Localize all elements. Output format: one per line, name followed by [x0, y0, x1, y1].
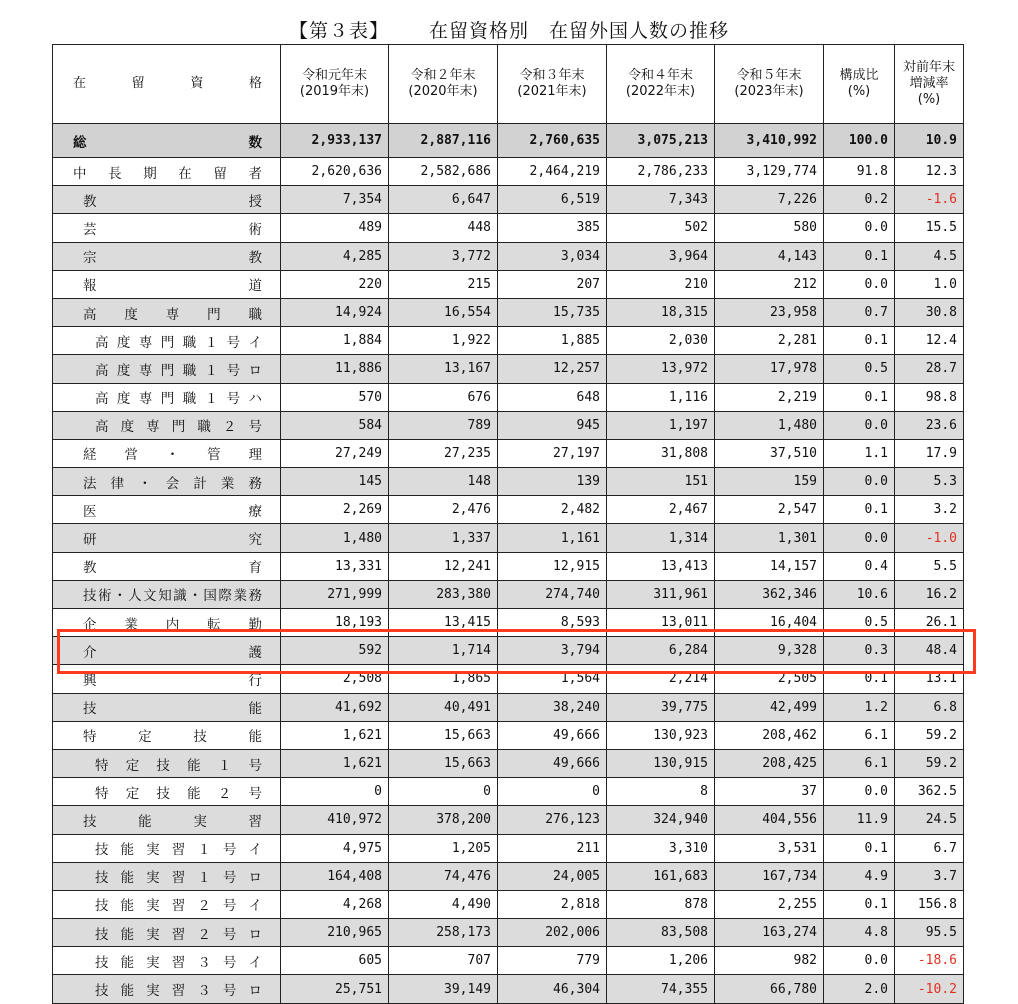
table-row [53, 580, 964, 608]
ratio-cell: 0.0 [824, 468, 895, 496]
row-label: 報道 [53, 270, 281, 298]
value-cell: 215 [389, 270, 498, 298]
ratio-cell: 0.0 [824, 947, 895, 975]
row-label: 高度専門職１号イ [53, 327, 281, 355]
value-cell: 37,510 [715, 439, 824, 467]
value-cell: 220 [281, 270, 389, 298]
value-cell: 2,030 [607, 327, 715, 355]
change-cell: 6.7 [895, 834, 964, 862]
ratio-cell: 0.1 [824, 834, 895, 862]
value-cell: 2,464,219 [498, 158, 607, 186]
value-cell: 14,924 [281, 298, 389, 326]
value-cell: 15,663 [389, 749, 498, 777]
row-label: 技能実習２号イ [53, 890, 281, 918]
value-cell: 648 [498, 383, 607, 411]
value-cell: 16,404 [715, 609, 824, 637]
row-label: 技能実習２号ロ [53, 919, 281, 947]
value-cell: 3,794 [498, 637, 607, 665]
value-cell: 210 [607, 270, 715, 298]
ratio-cell: 4.9 [824, 862, 895, 890]
value-cell: 12,257 [498, 355, 607, 383]
value-cell: 42,499 [715, 693, 824, 721]
value-cell: 945 [498, 411, 607, 439]
value-cell: 4,975 [281, 834, 389, 862]
value-cell: 283,380 [389, 580, 498, 608]
value-cell: 74,476 [389, 862, 498, 890]
value-cell: 9,328 [715, 637, 824, 665]
value-cell: 27,235 [389, 439, 498, 467]
value-cell: 41,692 [281, 693, 389, 721]
ratio-cell: 0.0 [824, 270, 895, 298]
value-cell: 1,206 [607, 947, 715, 975]
row-label: 芸術 [53, 214, 281, 242]
change-cell: 98.8 [895, 383, 964, 411]
value-cell: 789 [389, 411, 498, 439]
change-cell: 26.1 [895, 609, 964, 637]
change-cell: -1.6 [895, 186, 964, 214]
row-label: 高度専門職１号ハ [53, 383, 281, 411]
value-cell: 211 [498, 834, 607, 862]
row-label: 総数 [53, 124, 281, 158]
value-cell: 1,314 [607, 524, 715, 552]
header-year-2021: 令和３年末 (2021年末) [498, 45, 607, 124]
ratio-cell: 100.0 [824, 124, 895, 158]
change-cell: 13.1 [895, 665, 964, 693]
table-row [53, 327, 964, 355]
value-cell: 1,205 [389, 834, 498, 862]
value-cell: 15,663 [389, 721, 498, 749]
value-cell: 2,582,686 [389, 158, 498, 186]
row-label: 特定技能２号 [53, 778, 281, 806]
value-cell: 208,425 [715, 749, 824, 777]
residence-status-table [52, 44, 964, 1004]
value-cell: 1,564 [498, 665, 607, 693]
value-cell: 584 [281, 411, 389, 439]
table-row [53, 524, 964, 552]
value-cell: 0 [389, 778, 498, 806]
value-cell: 13,167 [389, 355, 498, 383]
value-cell: 2,547 [715, 496, 824, 524]
table-number: 【第３表】 [288, 20, 389, 42]
value-cell: 46,304 [498, 975, 607, 1003]
value-cell: 31,808 [607, 439, 715, 467]
value-cell: 1,337 [389, 524, 498, 552]
value-cell: 6,647 [389, 186, 498, 214]
value-cell: 1,480 [715, 411, 824, 439]
ratio-cell: 6.1 [824, 749, 895, 777]
value-cell: 274,740 [498, 580, 607, 608]
value-cell: 2,786,233 [607, 158, 715, 186]
ratio-cell: 2.0 [824, 975, 895, 1003]
row-label: 経営・管理 [53, 439, 281, 467]
change-cell: 362.5 [895, 778, 964, 806]
table-row [53, 637, 964, 665]
value-cell: 148 [389, 468, 498, 496]
change-cell: 12.4 [895, 327, 964, 355]
value-cell: 2,887,116 [389, 124, 498, 158]
value-cell: 2,933,137 [281, 124, 389, 158]
value-cell: 1,116 [607, 383, 715, 411]
value-cell: 1,865 [389, 665, 498, 693]
table-row [53, 124, 964, 158]
change-cell: 15.5 [895, 214, 964, 242]
table-row [53, 721, 964, 749]
value-cell: 4,143 [715, 242, 824, 270]
table-row [53, 355, 964, 383]
value-cell: 1,885 [498, 327, 607, 355]
value-cell: 7,354 [281, 186, 389, 214]
row-label: 技能実習３号ロ [53, 975, 281, 1003]
change-cell: 30.8 [895, 298, 964, 326]
table-row [53, 439, 964, 467]
value-cell: 3,531 [715, 834, 824, 862]
value-cell: 2,505 [715, 665, 824, 693]
value-cell: 2,476 [389, 496, 498, 524]
ratio-cell: 0.1 [824, 496, 895, 524]
value-cell: 2,269 [281, 496, 389, 524]
value-cell: 130,923 [607, 721, 715, 749]
change-cell: 12.3 [895, 158, 964, 186]
value-cell: 3,772 [389, 242, 498, 270]
table-row [53, 862, 964, 890]
change-cell: 48.4 [895, 637, 964, 665]
value-cell: 502 [607, 214, 715, 242]
value-cell: 4,285 [281, 242, 389, 270]
change-cell: 59.2 [895, 749, 964, 777]
ratio-cell: 0.3 [824, 637, 895, 665]
value-cell: 2,620,636 [281, 158, 389, 186]
row-label: 企業内転勤 [53, 609, 281, 637]
value-cell: 0 [498, 778, 607, 806]
value-cell: 2,281 [715, 327, 824, 355]
change-cell: -18.6 [895, 947, 964, 975]
value-cell: 605 [281, 947, 389, 975]
value-cell: 2,818 [498, 890, 607, 918]
value-cell: 66,780 [715, 975, 824, 1003]
value-cell: 404,556 [715, 806, 824, 834]
ratio-cell: 10.6 [824, 580, 895, 608]
value-cell: 2,508 [281, 665, 389, 693]
value-cell: 3,129,774 [715, 158, 824, 186]
ratio-cell: 0.0 [824, 778, 895, 806]
table-row [53, 693, 964, 721]
value-cell: 27,249 [281, 439, 389, 467]
value-cell: 362,346 [715, 580, 824, 608]
table-row [53, 778, 964, 806]
change-cell: 3.2 [895, 496, 964, 524]
value-cell: 15,735 [498, 298, 607, 326]
row-label: 宗教 [53, 242, 281, 270]
row-label: 研究 [53, 524, 281, 552]
value-cell: 258,173 [389, 919, 498, 947]
value-cell: 167,734 [715, 862, 824, 890]
row-label: 高度専門職１号ロ [53, 355, 281, 383]
change-cell: 5.3 [895, 468, 964, 496]
change-cell: 156.8 [895, 890, 964, 918]
value-cell: 1,714 [389, 637, 498, 665]
value-cell: 271,999 [281, 580, 389, 608]
header-ratio: 構成比 (%) [824, 45, 895, 124]
value-cell: 17,978 [715, 355, 824, 383]
value-cell: 489 [281, 214, 389, 242]
value-cell: 210,965 [281, 919, 389, 947]
value-cell: 2,760,635 [498, 124, 607, 158]
change-cell: 16.2 [895, 580, 964, 608]
row-label: 高度専門職 [53, 298, 281, 326]
value-cell: 18,193 [281, 609, 389, 637]
row-label: 中長期在留者 [53, 158, 281, 186]
table-row [53, 158, 964, 186]
change-cell: 10.9 [895, 124, 964, 158]
ratio-cell: 0.5 [824, 355, 895, 383]
table-row [53, 298, 964, 326]
value-cell: 1,884 [281, 327, 389, 355]
header-year-2019: 令和元年末 (2019年末) [281, 45, 389, 124]
table-row [53, 749, 964, 777]
value-cell: 8 [607, 778, 715, 806]
row-label: 興行 [53, 665, 281, 693]
table-subtitle: 在留資格別 在留外国人数の推移 [429, 20, 730, 42]
table-row [53, 468, 964, 496]
value-cell: 130,915 [607, 749, 715, 777]
table-row [53, 270, 964, 298]
ratio-cell: 0.1 [824, 327, 895, 355]
value-cell: 212 [715, 270, 824, 298]
value-cell: 83,508 [607, 919, 715, 947]
change-cell: -1.0 [895, 524, 964, 552]
value-cell: 592 [281, 637, 389, 665]
value-cell: 448 [389, 214, 498, 242]
change-cell: 23.6 [895, 411, 964, 439]
ratio-cell: 6.1 [824, 721, 895, 749]
value-cell: 145 [281, 468, 389, 496]
change-cell: 3.7 [895, 862, 964, 890]
value-cell: 38,240 [498, 693, 607, 721]
row-label: 教授 [53, 186, 281, 214]
row-label: 技能 [53, 693, 281, 721]
change-cell: 6.8 [895, 693, 964, 721]
ratio-cell: 0.7 [824, 298, 895, 326]
value-cell: 39,775 [607, 693, 715, 721]
table-row [53, 919, 964, 947]
value-cell: 8,593 [498, 609, 607, 637]
value-cell: 163,274 [715, 919, 824, 947]
value-cell: 3,410,992 [715, 124, 824, 158]
table-row [53, 834, 964, 862]
value-cell: 39,149 [389, 975, 498, 1003]
value-cell: 13,415 [389, 609, 498, 637]
row-label: 技能実習 [53, 806, 281, 834]
value-cell: 580 [715, 214, 824, 242]
table-row [53, 806, 964, 834]
value-cell: 7,343 [607, 186, 715, 214]
value-cell: 1,621 [281, 721, 389, 749]
value-cell: 3,075,213 [607, 124, 715, 158]
value-cell: 3,310 [607, 834, 715, 862]
value-cell: 159 [715, 468, 824, 496]
ratio-cell: 91.8 [824, 158, 895, 186]
table-row [53, 411, 964, 439]
ratio-cell: 0.0 [824, 524, 895, 552]
header-year-2020: 令和２年末 (2020年末) [389, 45, 498, 124]
ratio-cell: 0.0 [824, 214, 895, 242]
value-cell: 385 [498, 214, 607, 242]
value-cell: 1,161 [498, 524, 607, 552]
value-cell: 6,284 [607, 637, 715, 665]
value-cell: 208,462 [715, 721, 824, 749]
table-row [53, 890, 964, 918]
row-label: 特定技能 [53, 721, 281, 749]
table-row [53, 947, 964, 975]
value-cell: 2,219 [715, 383, 824, 411]
change-cell: 5.5 [895, 552, 964, 580]
ratio-cell: 0.1 [824, 383, 895, 411]
value-cell: 1,621 [281, 749, 389, 777]
value-cell: 707 [389, 947, 498, 975]
value-cell: 164,408 [281, 862, 389, 890]
change-cell: 1.0 [895, 270, 964, 298]
value-cell: 12,915 [498, 552, 607, 580]
value-cell: 74,355 [607, 975, 715, 1003]
table-row [53, 383, 964, 411]
value-cell: 11,886 [281, 355, 389, 383]
value-cell: 2,482 [498, 496, 607, 524]
value-cell: 37 [715, 778, 824, 806]
value-cell: 7,226 [715, 186, 824, 214]
value-cell: 40,491 [389, 693, 498, 721]
ratio-cell: 0.4 [824, 552, 895, 580]
header-change: 対前年末 増減率 (%) [895, 45, 964, 124]
value-cell: 570 [281, 383, 389, 411]
value-cell: 12,241 [389, 552, 498, 580]
value-cell: 13,972 [607, 355, 715, 383]
change-cell: 24.5 [895, 806, 964, 834]
change-cell: -10.2 [895, 975, 964, 1003]
value-cell: 139 [498, 468, 607, 496]
value-cell: 1,480 [281, 524, 389, 552]
ratio-cell: 0.5 [824, 609, 895, 637]
value-cell: 49,666 [498, 721, 607, 749]
row-label: 介護 [53, 637, 281, 665]
ratio-cell: 0.1 [824, 890, 895, 918]
value-cell: 4,490 [389, 890, 498, 918]
row-label: 技能実習１号ロ [53, 862, 281, 890]
header-year-2022: 令和４年末 (2022年末) [607, 45, 715, 124]
table-row [53, 186, 964, 214]
header-row [53, 45, 964, 124]
table-row [53, 242, 964, 270]
change-cell: 28.7 [895, 355, 964, 383]
change-cell: 17.9 [895, 439, 964, 467]
value-cell: 1,301 [715, 524, 824, 552]
value-cell: 2,214 [607, 665, 715, 693]
value-cell: 13,413 [607, 552, 715, 580]
table-row [53, 975, 964, 1003]
table-row [53, 665, 964, 693]
row-label: 法律・会計業務 [53, 468, 281, 496]
value-cell: 25,751 [281, 975, 389, 1003]
ratio-cell: 1.1 [824, 439, 895, 467]
value-cell: 779 [498, 947, 607, 975]
value-cell: 3,964 [607, 242, 715, 270]
value-cell: 676 [389, 383, 498, 411]
table-row [53, 609, 964, 637]
value-cell: 16,554 [389, 298, 498, 326]
row-label: 高度専門職２号 [53, 411, 281, 439]
value-cell: 18,315 [607, 298, 715, 326]
value-cell: 49,666 [498, 749, 607, 777]
table-title [0, 18, 1018, 44]
row-label: 技能実習３号イ [53, 947, 281, 975]
ratio-cell: 0.1 [824, 242, 895, 270]
value-cell: 202,006 [498, 919, 607, 947]
value-cell: 0 [281, 778, 389, 806]
table-row [53, 552, 964, 580]
value-cell: 1,197 [607, 411, 715, 439]
value-cell: 6,519 [498, 186, 607, 214]
change-cell: 95.5 [895, 919, 964, 947]
ratio-cell: 11.9 [824, 806, 895, 834]
value-cell: 23,958 [715, 298, 824, 326]
row-label: 医療 [53, 496, 281, 524]
value-cell: 4,268 [281, 890, 389, 918]
ratio-cell: 4.8 [824, 919, 895, 947]
value-cell: 2,255 [715, 890, 824, 918]
value-cell: 161,683 [607, 862, 715, 890]
value-cell: 151 [607, 468, 715, 496]
ratio-cell: 1.2 [824, 693, 895, 721]
row-label: 技能実習１号イ [53, 834, 281, 862]
change-cell: 4.5 [895, 242, 964, 270]
value-cell: 982 [715, 947, 824, 975]
value-cell: 3,034 [498, 242, 607, 270]
value-cell: 324,940 [607, 806, 715, 834]
ratio-cell: 0.0 [824, 411, 895, 439]
header-label: 在 留 資 格 [53, 45, 281, 124]
row-label: 技術・人文知識・国際業務 [53, 580, 281, 608]
value-cell: 276,123 [498, 806, 607, 834]
value-cell: 27,197 [498, 439, 607, 467]
value-cell: 410,972 [281, 806, 389, 834]
value-cell: 13,331 [281, 552, 389, 580]
row-label: 教育 [53, 552, 281, 580]
value-cell: 24,005 [498, 862, 607, 890]
value-cell: 14,157 [715, 552, 824, 580]
value-cell: 2,467 [607, 496, 715, 524]
table-row [53, 214, 964, 242]
table-row [53, 496, 964, 524]
row-label: 特定技能１号 [53, 749, 281, 777]
value-cell: 207 [498, 270, 607, 298]
ratio-cell: 0.1 [824, 665, 895, 693]
value-cell: 311,961 [607, 580, 715, 608]
value-cell: 1,922 [389, 327, 498, 355]
header-year-2023: 令和５年末 (2023年末) [715, 45, 824, 124]
value-cell: 378,200 [389, 806, 498, 834]
ratio-cell: 0.2 [824, 186, 895, 214]
value-cell: 878 [607, 890, 715, 918]
change-cell: 59.2 [895, 721, 964, 749]
value-cell: 13,011 [607, 609, 715, 637]
